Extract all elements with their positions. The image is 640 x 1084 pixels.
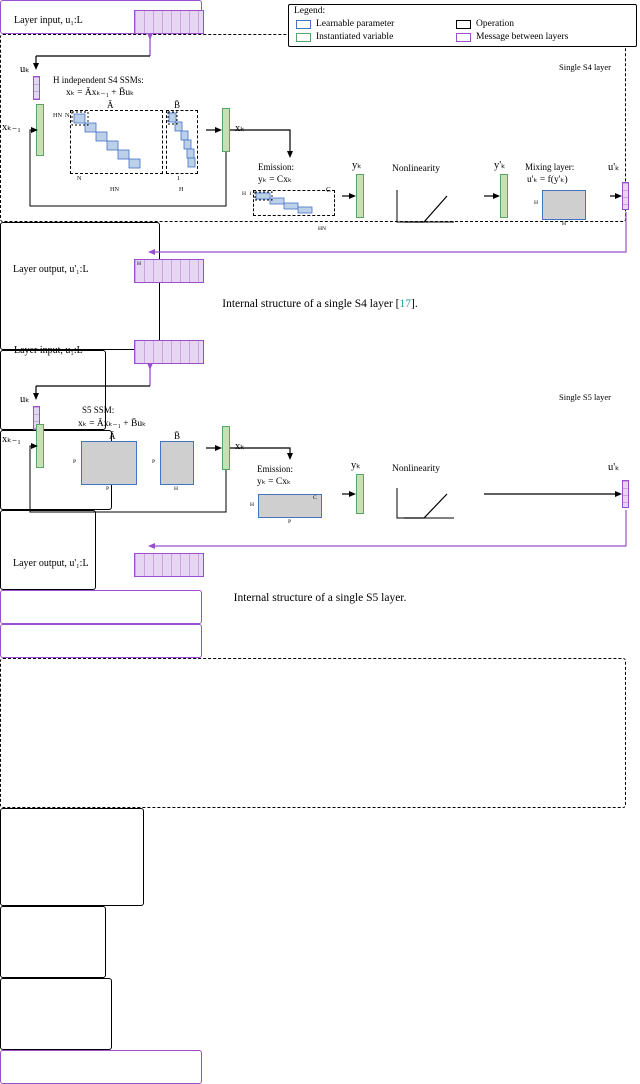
fig-a-emission-title: Emission: [258, 162, 295, 172]
fig-b-layer-output-label: Layer output, u'₁:L [13, 558, 89, 569]
fig-b-layer-input-label: Layer input, u₁:L [14, 345, 83, 356]
fig-a-uprime-label: u'ₖ [608, 162, 620, 173]
fig-b-dim-p-left-a: P [73, 459, 77, 465]
citation-link[interactable]: 17 [399, 298, 411, 310]
fig-a-emission-equation: yₖ = Cxₖ [258, 175, 293, 185]
fig-a-mixing-equation: u'ₖ = f(y'ₖ) [527, 175, 568, 185]
fig-a-layer-tag: Single S4 layer [559, 62, 611, 72]
legend-label-instantiated: Instantiated variable [316, 32, 394, 42]
fig-b-nonlinearity-box [0, 978, 112, 1050]
fig-a-mixing-dim-left: H [534, 200, 539, 206]
fig-a-ssm-title: H independent S4 SSMs: [53, 75, 144, 85]
fig-a-caption-text: Internal structure of a single S4 layer [17]. [222, 298, 418, 310]
fig-b-dim-h-bottom-b: H [174, 486, 179, 492]
fig-b-emission-equation: yₖ = Cxₖ [257, 477, 292, 487]
fig-a-mixing-dim-bottom: H [562, 221, 567, 227]
legend-label-operation: Operation [476, 19, 514, 29]
fig-a-matrix-a-label: Ā [107, 100, 114, 110]
fig-b-layer-output-box [0, 1050, 202, 1084]
fig-a-layer-input-label: Layer input, u₁:L [14, 15, 83, 26]
fig-a-mixing-title: Mixing layer: [525, 162, 575, 172]
fig-b-emission-title: Emission: [257, 464, 294, 474]
fig-a-layer-output-label: Layer output, u'₁:L [13, 264, 89, 275]
fig-b-caption [0, 592, 640, 604]
fig-a-nonlinearity-title: Nonlinearity [392, 164, 441, 174]
fig-a-emission-dim-one: 1 [249, 191, 252, 197]
fig-b-uprime-label: u'ₖ [608, 462, 620, 473]
fig-b-dim-p-left-b: P [152, 459, 156, 465]
fig-b-nonlinearity-title: Nonlinearity [392, 464, 441, 474]
legend-label-learnable: Learnable parameter [316, 19, 395, 29]
fig-a-dim-n-bottom: N [77, 175, 82, 182]
fig-a-xk-label: xₖ [235, 123, 245, 134]
fig-b-caption-text: Internal structure of a single S5 layer. [233, 592, 407, 604]
fig-b-emission-dim-h: H [250, 502, 255, 508]
fig-b-emission-box [0, 906, 106, 978]
fig-b-layer-input-box [0, 624, 202, 658]
fig-b-emission-c-label: C [313, 495, 317, 501]
fig-b-layer-tag: Single S5 layer [559, 392, 611, 402]
fig-a-dim-hn-bottom: HN [110, 186, 119, 193]
fig-b-xk-label: xₖ [235, 441, 245, 452]
fig-a-dim-hn-left: HN [53, 112, 62, 119]
fig-a-output-dim-h: H [137, 261, 142, 267]
fig-b-ssm-box [0, 808, 144, 906]
fig-a-yk-label: yₖ [352, 160, 362, 171]
fig-a-xkm1-label: xₖ₋₁ [2, 122, 21, 133]
legend-title: Legend: [294, 6, 326, 16]
fig-a-emission-c-label: C [326, 186, 331, 194]
fig-a-uk-label: uₖ [20, 64, 30, 75]
fig-b-matrix-b-label: B̄ [174, 431, 181, 441]
fig-b-matrix-a-label: Ā [109, 431, 116, 441]
fig-a-matrix-b-label: B̄ [174, 100, 181, 110]
fig-b-layer-output-grid [134, 553, 204, 577]
fig-b-xkm1-label: xₖ₋₁ [2, 434, 21, 445]
fig-a-dim-one: 1 [177, 175, 181, 182]
fig-b-emission-dim-p: P [288, 519, 292, 525]
fig-b-dim-p-bottom-a: P [106, 486, 110, 492]
fig-a-emission-dim-h: H [242, 191, 247, 197]
fig-a-dim-n-left: N [65, 112, 70, 119]
fig-a-dim-h-bottom: H [179, 186, 184, 193]
fig-b-yk-label: yₖ [351, 460, 361, 471]
fig-a-yprime-label: y'ₖ [494, 160, 506, 171]
fig-b-ssm-equation: xₖ = Āxₖ₋₁ + B̄uₖ [78, 419, 147, 429]
fig-b-ssm-title: S5 SSM: [82, 405, 115, 415]
fig-b-uk-label: uₖ [20, 394, 30, 405]
fig-b-layer-container [0, 658, 626, 808]
fig-a-emission-dim-hn: HN [318, 226, 327, 232]
legend-label-message: Message between layers [476, 32, 569, 42]
fig-a-ssm-equation: xₖ = Āxₖ₋₁ + B̄uₖ [66, 88, 135, 98]
